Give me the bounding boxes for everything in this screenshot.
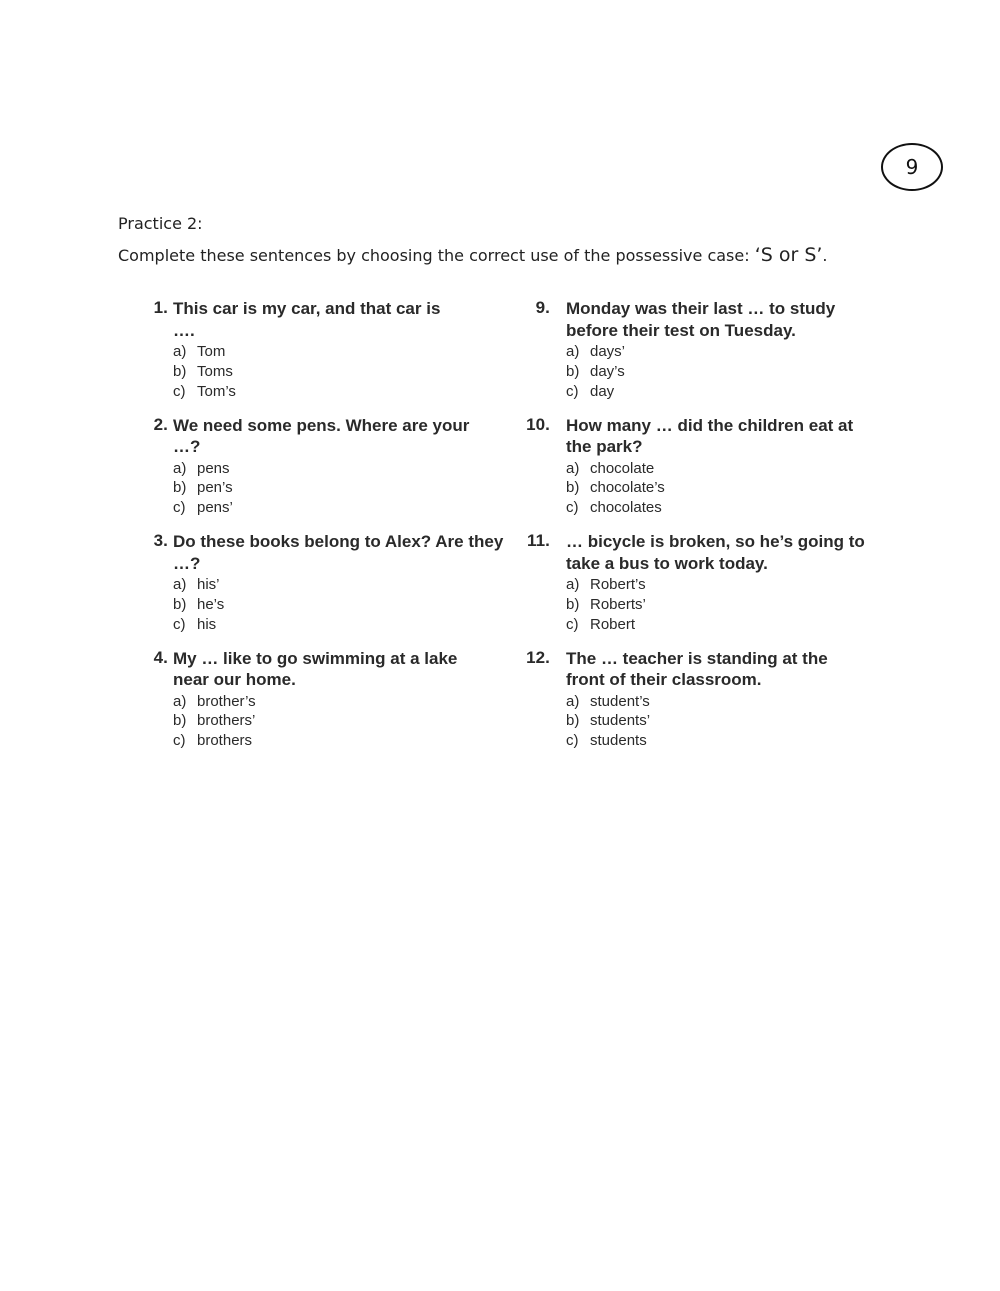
- option-a[interactable]: [173, 459, 483, 479]
- option-text: day’s: [590, 362, 625, 380]
- question-number: 10.: [526, 414, 550, 434]
- option-text: Toms: [197, 362, 233, 380]
- option-text: chocolate’s: [590, 479, 665, 497]
- option-text: days’: [590, 343, 626, 360]
- option-b[interactable]: [173, 711, 468, 731]
- question-body: [566, 648, 866, 751]
- option-list: [173, 459, 483, 518]
- practice-heading: Practice 2:: [118, 214, 203, 233]
- page-number: 9: [905, 155, 919, 179]
- question-text: Do these books belong to Alex? Are they …?: [173, 532, 504, 573]
- question-body: [173, 415, 483, 518]
- option-a[interactable]: [566, 575, 896, 595]
- option-text: Robert: [590, 615, 636, 633]
- page-number-badge: [881, 143, 943, 191]
- option-a[interactable]: [173, 342, 463, 362]
- option-text: chocolates: [590, 499, 662, 517]
- option-c[interactable]: [566, 731, 866, 751]
- question-body: [566, 531, 896, 634]
- option-text: pen’s: [197, 479, 233, 497]
- option-a[interactable]: [566, 692, 866, 712]
- option-letter: a): [173, 692, 187, 710]
- option-list: [566, 575, 896, 634]
- option-text: students’: [590, 712, 651, 730]
- option-text: Tom’s: [197, 382, 236, 400]
- option-c[interactable]: [566, 615, 896, 635]
- option-text: Tom: [197, 343, 226, 360]
- option-list: [173, 692, 468, 751]
- option-text: chocolate: [590, 459, 655, 477]
- question-11: [522, 531, 892, 648]
- question-10: [522, 415, 892, 532]
- option-text: student’s: [590, 692, 650, 710]
- question-body: [173, 648, 468, 751]
- question-number: 1.: [153, 298, 168, 317]
- question-number: 9.: [535, 298, 550, 317]
- option-text: pens: [197, 459, 230, 477]
- option-text: brothers: [197, 732, 253, 750]
- option-letter: a): [173, 459, 187, 477]
- option-letter: b): [173, 479, 187, 497]
- option-letter: b): [173, 595, 187, 613]
- option-text: students: [590, 732, 647, 750]
- option-letter: a): [566, 459, 580, 477]
- option-a[interactable]: [566, 459, 871, 479]
- instruction-end: .: [822, 246, 828, 265]
- option-text: brother’s: [197, 692, 256, 710]
- question-number: 12.: [526, 647, 550, 667]
- option-letter: c): [566, 499, 579, 517]
- option-b[interactable]: [566, 711, 866, 731]
- option-list: [566, 459, 871, 518]
- option-letter: c): [173, 382, 186, 400]
- option-c[interactable]: [173, 731, 468, 751]
- question-body: [566, 415, 871, 518]
- option-c[interactable]: [173, 498, 483, 518]
- question-1: [138, 298, 508, 415]
- option-c[interactable]: [173, 615, 513, 635]
- question-text: How many … did the children eat at the park?: [566, 415, 854, 456]
- option-letter: a): [173, 343, 187, 360]
- option-letter: c): [566, 382, 579, 400]
- option-text: his’: [197, 576, 220, 593]
- option-letter: c): [173, 732, 186, 750]
- option-letter: b): [173, 362, 187, 380]
- question-text: We need some pens. Where are your …?: [173, 415, 470, 456]
- option-letter: c): [566, 615, 579, 633]
- question-9: [522, 298, 892, 415]
- option-a[interactable]: [173, 575, 513, 595]
- option-letter: c): [173, 499, 186, 517]
- question-12: [522, 648, 892, 765]
- left-question-column: [138, 298, 508, 764]
- question-text: My … like to go swimming at a lake near our home.: [173, 648, 458, 689]
- case-forms: ‘S or S’: [754, 244, 823, 266]
- option-letter: a): [566, 576, 580, 593]
- option-b[interactable]: [566, 478, 871, 498]
- option-letter: a): [173, 576, 187, 593]
- option-letter: b): [566, 595, 580, 613]
- option-c[interactable]: [566, 498, 871, 518]
- option-text: Roberts’: [590, 595, 646, 613]
- question-number: 11.: [527, 531, 550, 550]
- option-list: [173, 342, 463, 401]
- option-letter: c): [566, 732, 579, 750]
- option-letter: b): [566, 712, 580, 730]
- option-c[interactable]: [566, 382, 871, 402]
- option-list: [566, 342, 871, 401]
- option-c[interactable]: [173, 382, 463, 402]
- question-body: [173, 298, 463, 401]
- question-body: [566, 298, 871, 401]
- question-text: The … teacher is standing at the front of their classroom.: [566, 648, 828, 689]
- question-text: … bicycle is broken, so he’s going to take a bus to work today.: [566, 532, 865, 573]
- option-text: pens’: [197, 499, 233, 517]
- option-b[interactable]: [173, 478, 483, 498]
- option-a[interactable]: [173, 692, 468, 712]
- option-letter: c): [173, 615, 186, 633]
- option-b[interactable]: [173, 362, 463, 382]
- option-text: he’s: [197, 595, 225, 613]
- option-letter: b): [173, 712, 187, 730]
- option-b[interactable]: [566, 362, 871, 382]
- option-list: [173, 575, 513, 634]
- question-4: [138, 648, 508, 765]
- option-text: day: [590, 382, 615, 400]
- right-question-column: [522, 298, 892, 764]
- option-list: [566, 692, 866, 751]
- option-letter: b): [566, 362, 580, 380]
- question-number: 3.: [153, 531, 168, 550]
- question-text: This car is my car, and that car is ….: [173, 299, 441, 340]
- instruction-line: [118, 244, 828, 266]
- question-number: 2.: [153, 414, 168, 434]
- option-text: brothers’: [197, 712, 256, 730]
- option-a[interactable]: [566, 342, 871, 362]
- option-text: his: [197, 615, 217, 633]
- question-text: Monday was their last … to study before their test on Tuesday.: [566, 299, 836, 340]
- question-2: [138, 415, 508, 532]
- option-letter: a): [566, 343, 580, 360]
- option-b[interactable]: [173, 595, 513, 615]
- question-number: 4.: [153, 647, 168, 667]
- option-text: Robert’s: [590, 576, 646, 593]
- option-letter: b): [566, 479, 580, 497]
- option-b[interactable]: [566, 595, 896, 615]
- instruction-text: Complete these sentences by choosing the correct use of the possessive case:: [118, 246, 755, 265]
- option-letter: a): [566, 692, 580, 710]
- question-body: [173, 531, 513, 634]
- question-3: [138, 531, 508, 648]
